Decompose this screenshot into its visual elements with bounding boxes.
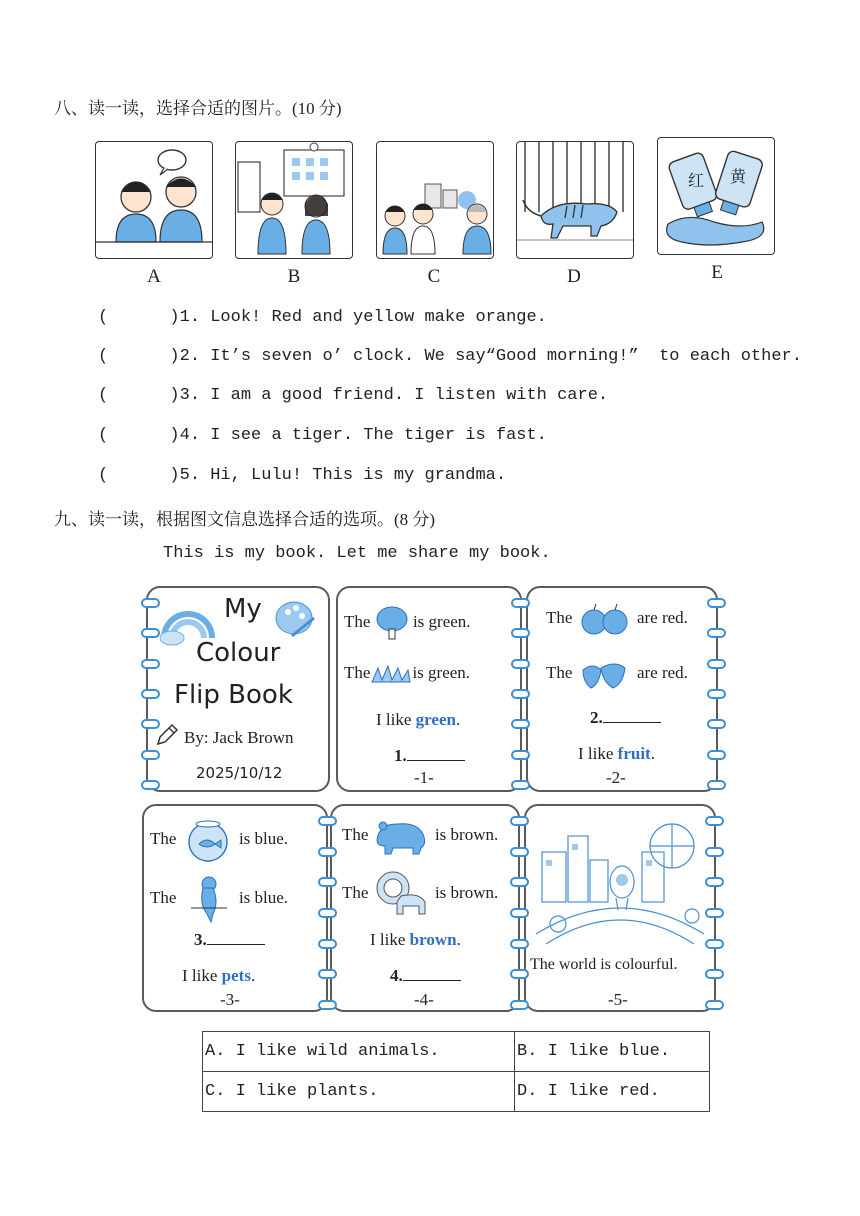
spiral-ring (510, 969, 529, 979)
picture-c (376, 141, 494, 259)
page3-like: I like pets. (182, 966, 256, 985)
yellow-tube-label: 黄 (730, 167, 747, 186)
options-table (202, 1031, 710, 1112)
spiral-ring (510, 847, 529, 857)
spiral-ring (318, 816, 337, 826)
answer-paren[interactable]: ( ) (98, 386, 180, 405)
spiral-ring (318, 908, 337, 918)
option-cell[interactable]: B. I like blue. (515, 1032, 710, 1072)
spiral-ring (141, 780, 160, 790)
picture-letter-c: C (427, 266, 441, 287)
colourful-world-icon (532, 812, 708, 946)
table-row (203, 1032, 710, 1072)
spiral-ring (705, 816, 724, 826)
cover-title-line-1: My (224, 594, 262, 624)
question-4 (98, 426, 547, 445)
spiral-ring (510, 939, 529, 949)
answer-paren[interactable]: ( ) (98, 347, 180, 366)
spiral-ring (510, 908, 529, 918)
book-page-3 (142, 804, 328, 1012)
picture-a (95, 141, 213, 259)
spiral-ring (318, 847, 337, 857)
spiral-ring (511, 689, 530, 699)
spiral-ring (707, 628, 726, 638)
spiral-ring (141, 719, 160, 729)
page2-line-1: The are red. (546, 602, 688, 636)
page1-line-1: The is green. (344, 605, 471, 641)
spiral-ring (511, 659, 530, 669)
grass-icon (370, 664, 412, 684)
page4-number: -4- (414, 990, 434, 1009)
table-row (203, 1072, 710, 1112)
page2-blank[interactable]: 2. (590, 708, 661, 728)
page3-line-1: The is blue. (150, 818, 288, 862)
spiral-ring (141, 659, 160, 669)
answer-blank[interactable] (403, 966, 461, 981)
picture-d (516, 141, 634, 259)
page1-line-2: The is green. (344, 663, 470, 684)
cover-date: 2025/10/12 (196, 764, 283, 782)
answer-blank[interactable] (407, 746, 465, 761)
page5-caption: The world is colourful. (530, 956, 678, 973)
spiral-ring (141, 628, 160, 638)
answer-paren[interactable]: ( ) (98, 466, 180, 485)
kids-greeting-at-school-icon (236, 142, 352, 258)
picture-letter-e: E (711, 262, 723, 283)
parrot-icon (181, 874, 235, 924)
spiral-ring (141, 689, 160, 699)
spiral-ring (511, 719, 530, 729)
answer-paren[interactable]: ( ) (98, 426, 180, 445)
page4-line-1: The is brown. (342, 816, 498, 856)
tree-icon (375, 605, 409, 641)
spiral-ring (510, 877, 529, 887)
spiral-ring (707, 598, 726, 608)
spiral-ring (318, 1000, 337, 1010)
spiral-ring (705, 969, 724, 979)
question-text: 1. Look! Red and yellow make orange. (179, 308, 547, 327)
bear-icon (373, 816, 431, 856)
option-cell[interactable]: A. I like wild animals. (203, 1032, 515, 1072)
book-page-5 (524, 804, 716, 1012)
spiral-ring (141, 598, 160, 608)
page1-number: -1- (414, 768, 434, 787)
question-text: 5. Hi, Lulu! This is my grandma. (179, 466, 507, 485)
spiral-ring (510, 816, 529, 826)
red-tube-label: 红 (688, 171, 705, 190)
page3-number: -3- (220, 990, 240, 1009)
page4-like: I like brown. (370, 930, 461, 949)
page4-blank[interactable]: 4. (390, 966, 461, 986)
spiral-ring (318, 969, 337, 979)
question-3 (98, 386, 608, 405)
spiral-ring (705, 1000, 724, 1010)
spiral-ring (707, 659, 726, 669)
spiral-ring (707, 780, 726, 790)
question-1 (98, 308, 547, 327)
spiral-ring (511, 598, 530, 608)
cover-author: By: Jack Brown (184, 728, 294, 747)
page3-blank[interactable]: 3. (194, 930, 265, 950)
spiral-ring (511, 750, 530, 760)
spiral-ring (318, 877, 337, 887)
page2-like: I like fruit. (578, 744, 655, 763)
page4-line-2: The is brown. (342, 870, 498, 918)
page3-line-2: The is blue. (150, 874, 288, 924)
red-yellow-paint-tubes-icon (658, 138, 774, 254)
cover-title-line-2: Colour (196, 638, 281, 668)
spiral-ring (318, 939, 337, 949)
cover-title-line-3: Flip Book (174, 680, 293, 710)
book-cover-page (146, 586, 330, 792)
paint-palette-icon (274, 596, 318, 644)
question-text: 2. It’s seven o’ clock. We say“Good morning!” to each other. (179, 347, 802, 366)
section9-title: 九、读一读，根据图文信息选择合适的选项。(8 分) (54, 510, 436, 529)
picture-letter-a: A (147, 266, 161, 287)
boy-introducing-grandma-icon (377, 142, 493, 258)
question-2 (98, 347, 802, 366)
spiral-ring (510, 1000, 529, 1010)
book-page-4 (330, 804, 520, 1012)
question-text: 3. I am a good friend. I listen with care. (179, 386, 609, 405)
page1-like: I like green. (376, 710, 461, 729)
page1-blank[interactable]: 1. (394, 746, 465, 766)
answer-blank[interactable] (603, 708, 661, 723)
picture-e (657, 137, 775, 255)
spiral-ring (511, 628, 530, 638)
spiral-ring (707, 719, 726, 729)
answer-paren[interactable]: ( ) (98, 308, 180, 327)
picture-b (235, 141, 353, 259)
question-5 (98, 466, 506, 485)
spiral-ring (511, 780, 530, 790)
fishbowl-icon (181, 818, 235, 862)
spiral-ring (705, 847, 724, 857)
book-page-1 (336, 586, 522, 792)
option-cell[interactable]: C. I like plants. (203, 1072, 515, 1112)
answer-blank[interactable] (207, 930, 265, 945)
section8-title: 八、读一读，选择合适的图片。(10 分) (54, 99, 342, 118)
picture-letter-b: B (287, 266, 301, 287)
page5-number: -5- (608, 990, 628, 1009)
spiral-ring (141, 750, 160, 760)
strawberries-icon (577, 658, 633, 690)
page2-number: -2- (606, 768, 626, 787)
spiral-ring (705, 939, 724, 949)
two-boys-talking-icon (96, 142, 212, 258)
picture-letter-d: D (567, 266, 581, 287)
tiger-running-in-zoo-icon (517, 142, 633, 258)
section9-intro: This is my book. Let me share my book. (163, 544, 551, 563)
spiral-ring (707, 750, 726, 760)
page2-line-2: The are red. (546, 658, 688, 690)
spiral-ring (705, 908, 724, 918)
option-cell[interactable]: D. I like red. (515, 1072, 710, 1112)
apples-icon (577, 602, 633, 636)
book-page-2 (526, 586, 718, 792)
question-text: 4. I see a tiger. The tiger is fast. (179, 426, 547, 445)
spiral-ring (707, 689, 726, 699)
lion-icon (373, 870, 431, 918)
spiral-ring (705, 877, 724, 887)
